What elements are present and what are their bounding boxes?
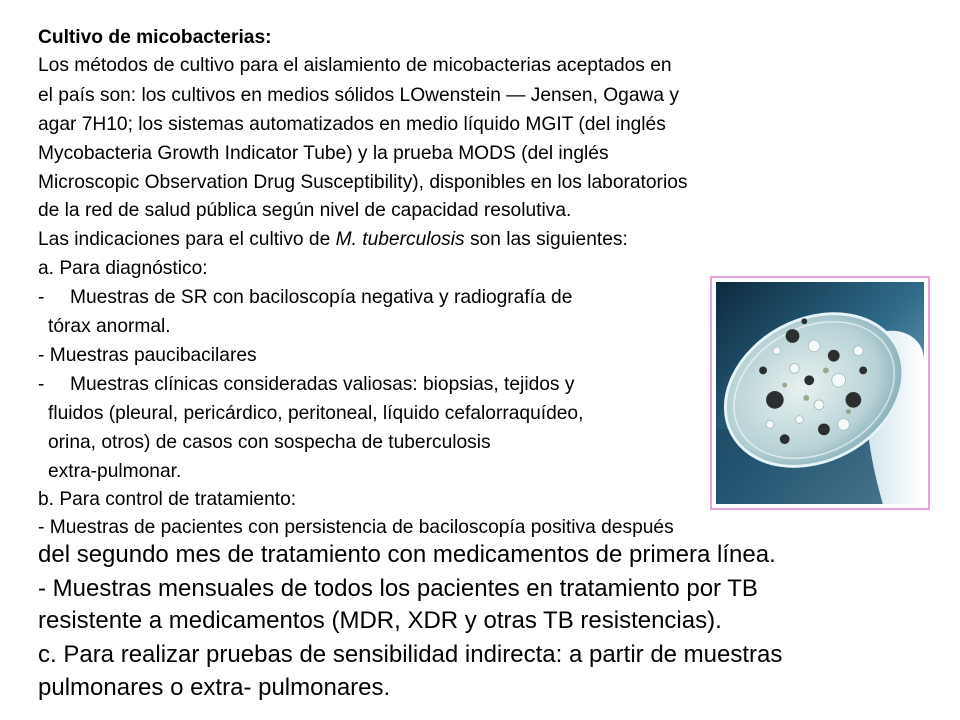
list-dash: - <box>38 287 45 308</box>
paragraph-line: de la red de salud pública según nivel de capacidad resolutiva. <box>38 200 572 221</box>
list-item-continuation: orina, otros) de casos con sospecha de tuberculosis <box>48 432 491 453</box>
petri-dish-photo <box>710 276 930 510</box>
list-item-text: Muestras de SR con baciloscopía negativa y radiografía de <box>70 287 573 308</box>
section-b-heading: b. Para control de tratamiento: <box>38 489 297 510</box>
slide-title: Cultivo de micobacterias: <box>38 27 272 48</box>
paragraph-line: Microscopic Observation Drug Susceptibility), disponibles en los laboratorios <box>38 172 688 193</box>
list-item: - Muestras paucibacilares <box>38 345 257 366</box>
paragraph-line: agar 7H10; los sistemas automatizados en medio líquido MGIT (del inglés <box>38 114 666 135</box>
section-a-heading: a. Para diagnóstico: <box>38 258 208 279</box>
list-item <box>38 284 572 311</box>
indications-prefix: Las indicaciones para el cultivo de <box>38 229 336 250</box>
section-c-line: pulmonares o extra- pulmonares. <box>38 674 391 701</box>
species-name: M. tuberculosis <box>335 229 465 250</box>
list-dash: - <box>38 374 45 395</box>
paragraph-line: Los métodos de cultivo para el aislamiento de micobacterias aceptados en <box>38 55 672 76</box>
indications-line <box>38 226 628 253</box>
paragraph-line: Mycobacteria Growth Indicator Tube) y la prueba MODS (del inglés <box>38 143 609 164</box>
list-item <box>38 371 574 398</box>
paragraph-line: el país son: los cultivos en medios sólidos LOwenstein — Jensen, Ogawa y <box>38 85 679 106</box>
indications-suffix: son las siguientes: <box>464 229 628 250</box>
list-item-continuation: fluidos (pleural, pericárdico, peritoneal, líquido cefalorraquídeo, <box>48 403 584 424</box>
list-item: - Muestras de pacientes con persistencia de baciloscopía positiva después <box>38 517 674 538</box>
list-item-text: Muestras clínicas consideradas valiosas: biopsias, tejidos y <box>70 374 575 395</box>
list-item: - Muestras mensuales de todos los pacientes en tratamiento por TB <box>38 575 758 602</box>
petri-dish-illustration <box>716 282 924 504</box>
list-item-continuation: resistente a medicamentos (MDR, XDR y otras TB resistencias). <box>38 607 722 634</box>
section-c-line: c. Para realizar pruebas de sensibilidad indirecta: a partir de muestras <box>38 641 783 668</box>
list-item-continuation: del segundo mes de tratamiento con medicamentos de primera línea. <box>38 541 776 568</box>
list-item-continuation: tórax anormal. <box>48 316 171 337</box>
list-item-continuation: extra-pulmonar. <box>48 461 182 482</box>
